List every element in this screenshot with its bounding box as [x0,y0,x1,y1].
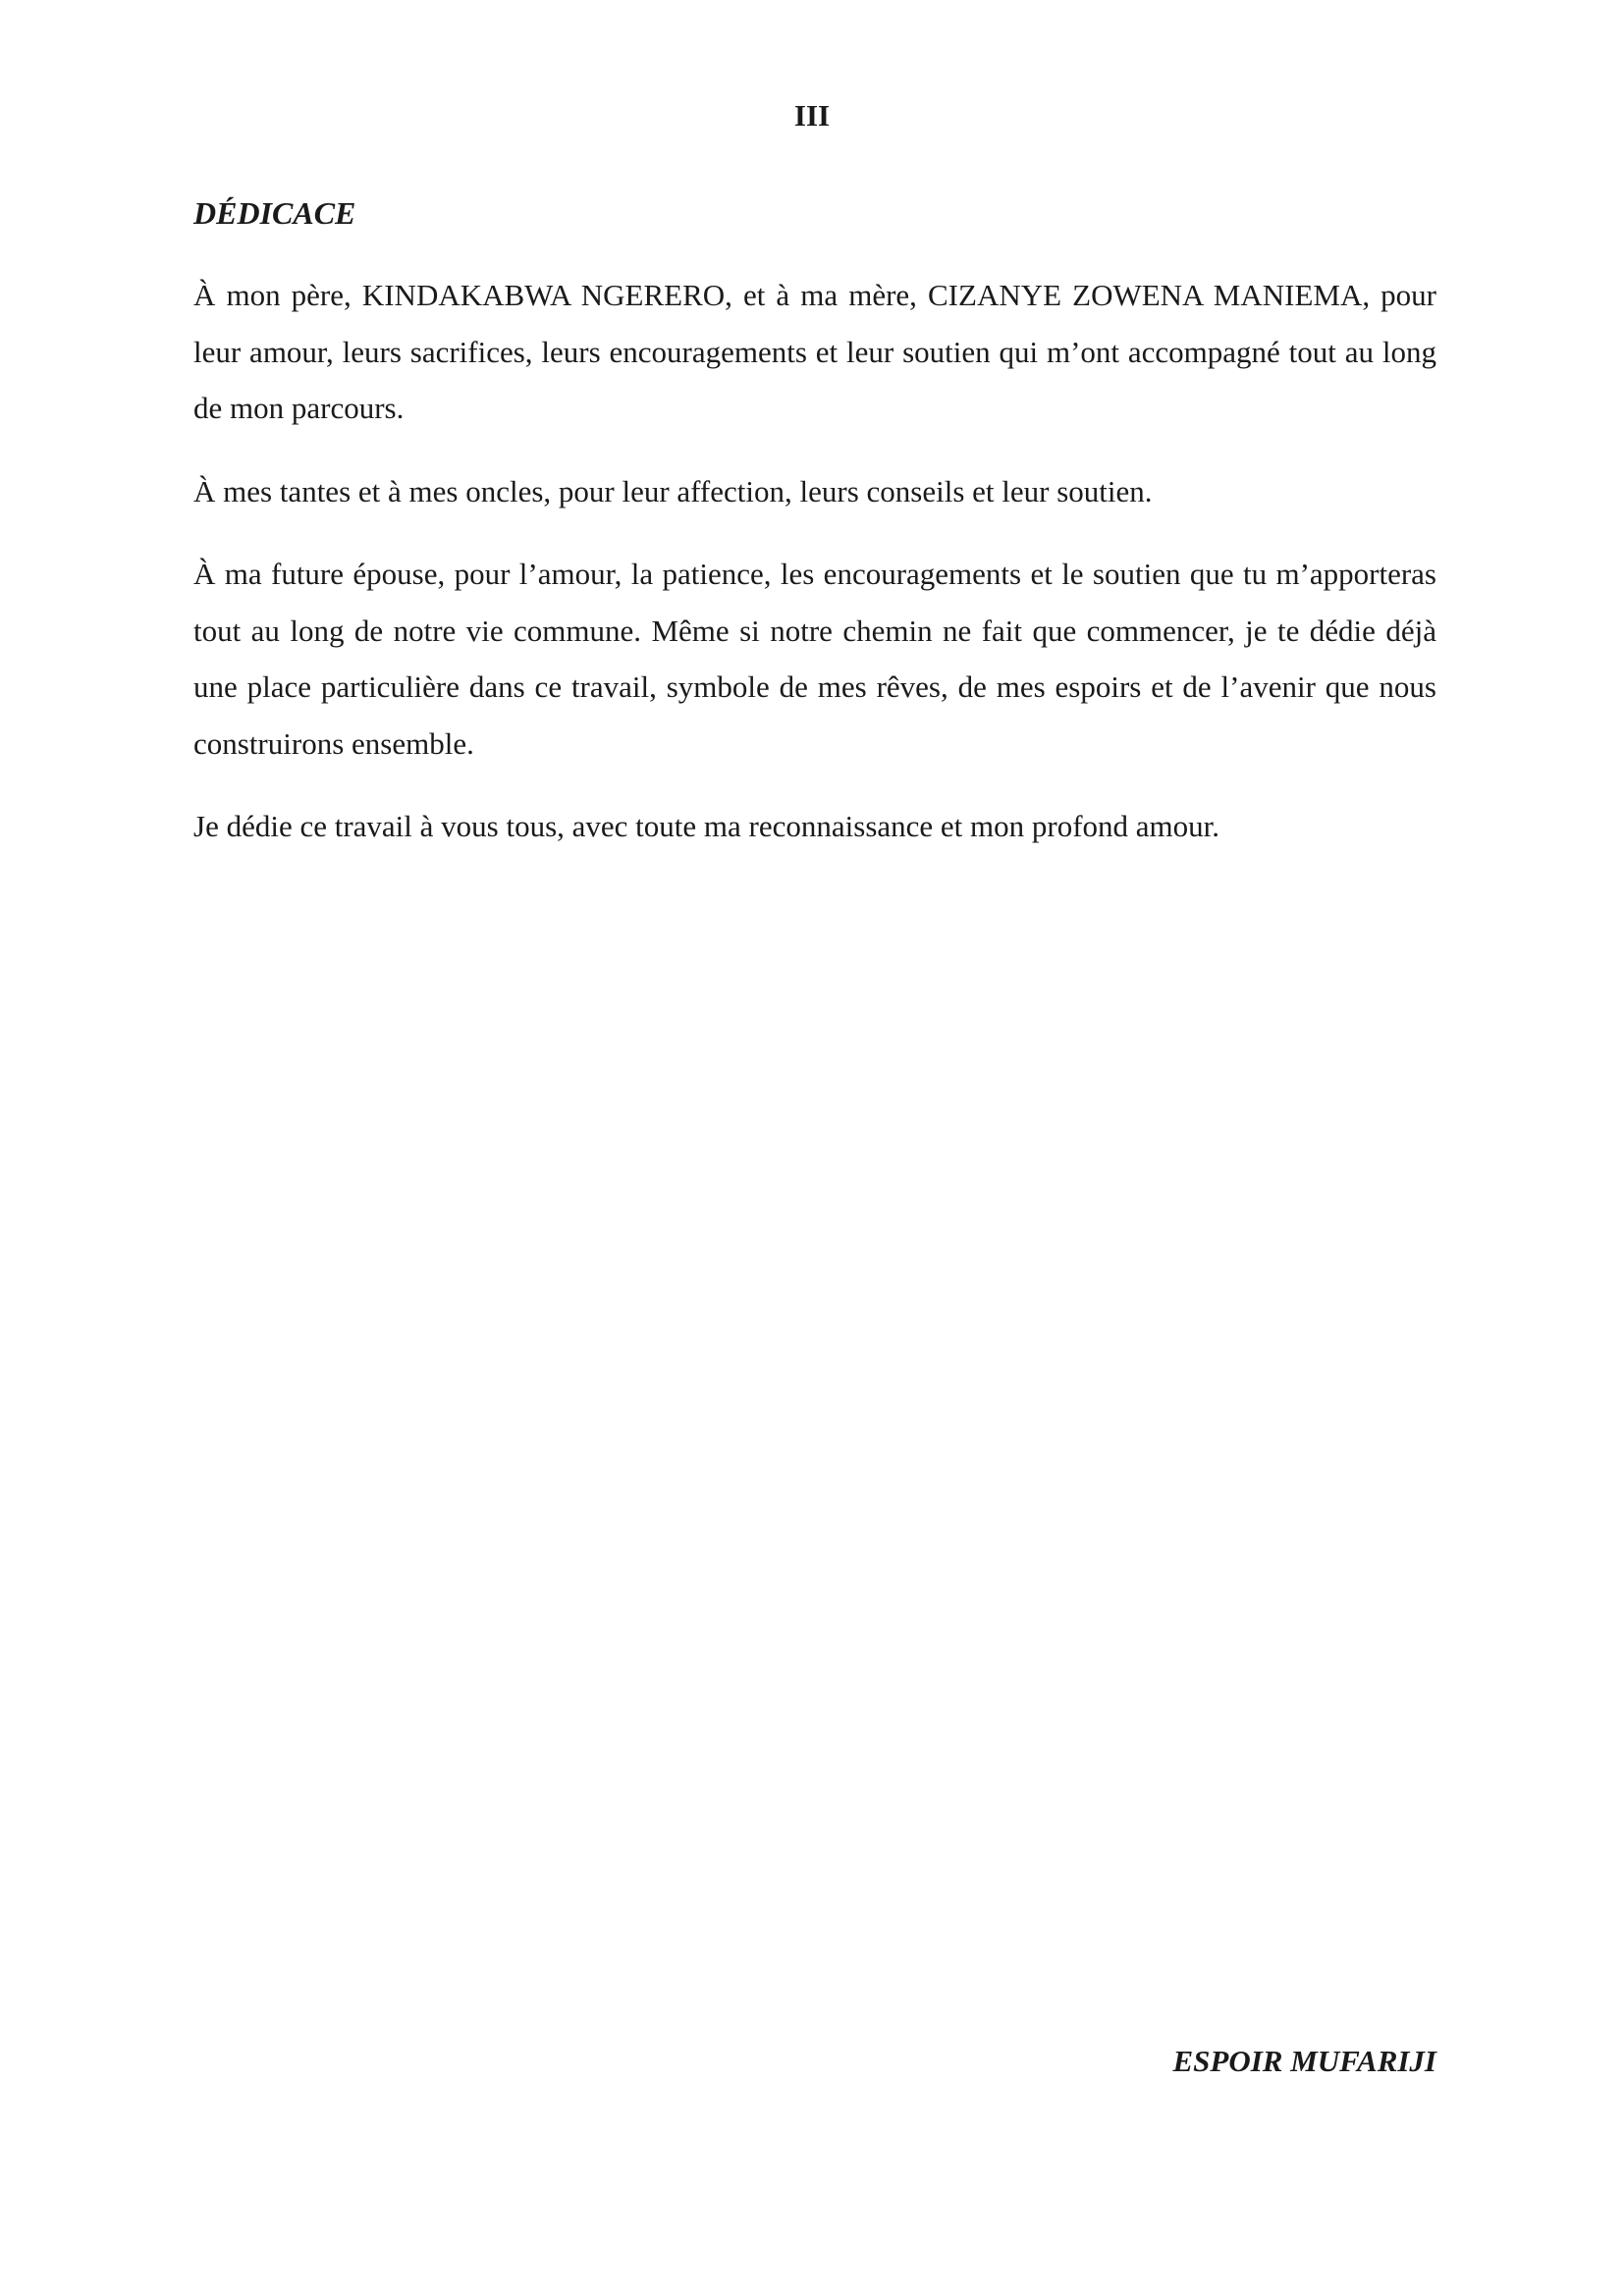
paragraph-future-spouse: À ma future épouse, pour l’amour, la patience, les encouragements et le soutien que tu m’apporteras tout au long de notre vie commune. Même si notre chemin ne fait que commencer, je te dédie déjà une place particulière dans ce travail, symbole de mes rêves, de mes espoirs et de l’avenir que nous construirons ensemble. [193,557,1436,761]
dedication-heading: DÉDICACE [193,195,356,231]
paragraph-aunts-uncles: À mes tantes et à mes oncles, pour leur affection, leurs conseils et leur soutien. [193,473,1153,508]
paragraph-parents: À mon père, KINDAKABWA NGERERO, et à ma mère, CIZANYE ZOWENA MANIEMA, pour leur amour, leurs sacrifices, leurs encouragements et leur soutien qui m’ont accompagné tout au long de mon parcours. [193,278,1436,425]
paragraph-closing: Je dédie ce travail à vous tous, avec toute ma reconnaissance et mon profond amour. [193,809,1220,843]
dedication-body [193,267,1436,881]
page-number: III [793,98,831,133]
author-signature: ESPOIR MUFARIJI [1172,2044,1436,2078]
